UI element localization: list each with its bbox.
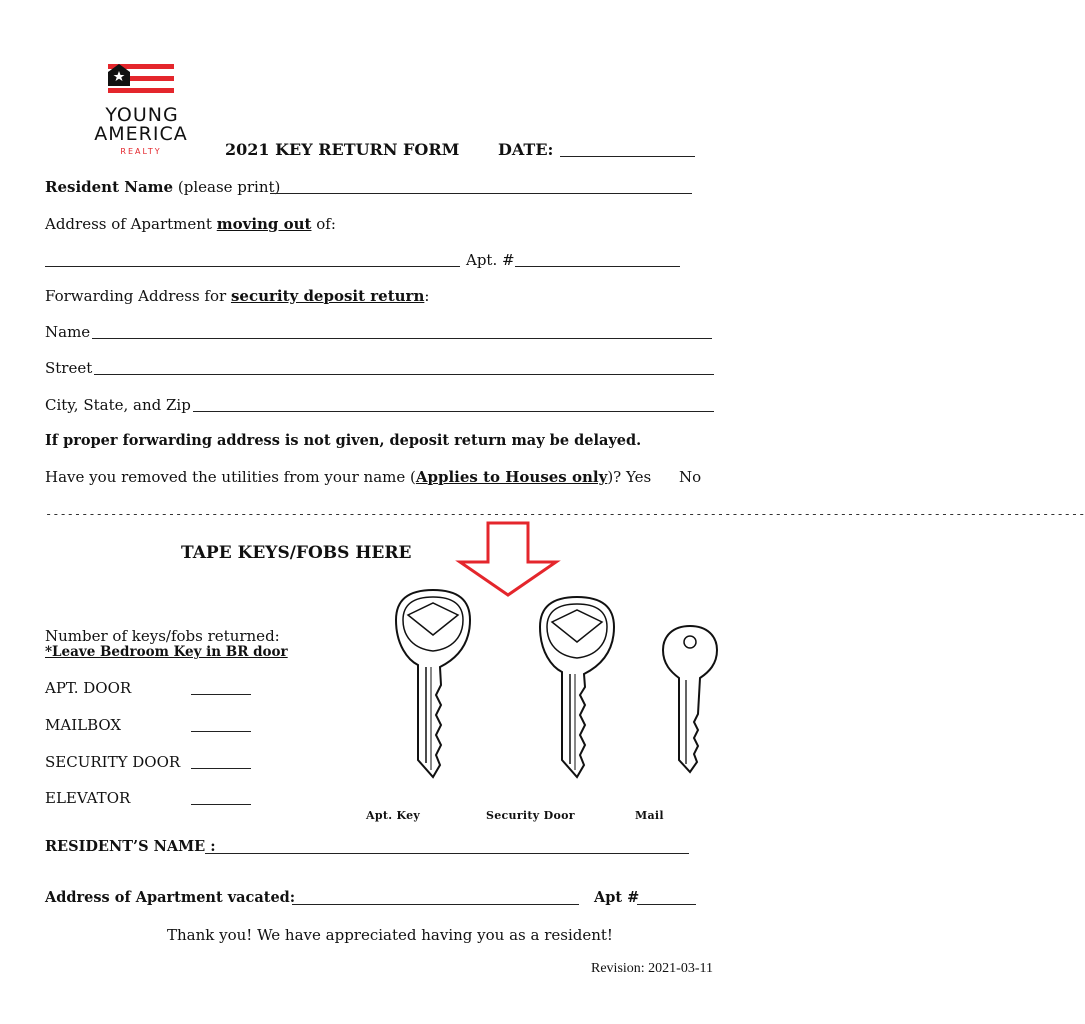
- key-item-apt-door: APT. DOOR: [45, 679, 132, 697]
- form-title: 2021 KEY RETURN FORM: [225, 140, 460, 159]
- forwarding-emph: security deposit return: [230, 287, 425, 305]
- thank-you-message: Thank you! We have appreciated having you as a resident!: [167, 926, 613, 944]
- address-suffix: of:: [311, 215, 336, 233]
- resident-name-row: [45, 178, 280, 196]
- address-prefix: Address of Apartment: [45, 215, 217, 233]
- logo-line-young: YOUNG: [105, 104, 179, 126]
- forwarding-warning: If proper forwarding address is not given, deposit return may be delayed.: [45, 432, 642, 449]
- apt-number-field[interactable]: [515, 265, 680, 267]
- name-label: Name: [45, 323, 91, 341]
- apt-label: Apt. #: [466, 251, 515, 269]
- footer-apt-field[interactable]: [637, 903, 696, 905]
- logo-line-realty: REALTY: [120, 147, 162, 156]
- resident-name-label: Resident Name: [45, 178, 174, 196]
- cut-line-divider: ------------------------------------------------------------------------------------------------------------------------------------------------: [45, 507, 1085, 521]
- key-count-label: Number of keys/fobs returned:: [45, 627, 280, 645]
- caption-security-door: Security Door: [486, 809, 575, 822]
- address-moving-out-row: [45, 215, 336, 233]
- company-logo: [90, 62, 195, 162]
- utilities-yes-option[interactable]: )? Yes: [607, 468, 652, 486]
- bedroom-key-note: *Leave Bedroom Key in BR door: [45, 644, 288, 660]
- city-state-zip-field[interactable]: [193, 410, 714, 412]
- utilities-prefix: Have you removed the utilities from your name (: [45, 468, 416, 486]
- resident-name-hint: (please print): [177, 178, 281, 196]
- utilities-no-option[interactable]: No: [679, 468, 702, 486]
- security-door-key-icon: [532, 592, 622, 782]
- city-state-zip-label: City, State, and Zip: [45, 396, 191, 414]
- vacated-address-field[interactable]: [292, 903, 579, 905]
- mailbox-count-field[interactable]: [191, 730, 251, 732]
- security-door-count-field[interactable]: [191, 767, 251, 769]
- footer-apt-label: Apt #: [594, 889, 640, 906]
- caption-mail: Mail: [635, 809, 664, 822]
- vacated-address-label: Address of Apartment vacated:: [45, 889, 296, 906]
- resident-name-label-footer: RESIDENT’S NAME :: [45, 838, 216, 855]
- forwarding-suffix: :: [424, 287, 430, 305]
- name-field[interactable]: [92, 337, 712, 339]
- tape-keys-heading: TAPE KEYS/FOBS HERE: [181, 543, 412, 563]
- apt-door-count-field[interactable]: [191, 693, 251, 695]
- caption-apt-key: Apt. Key: [366, 809, 421, 822]
- address-emph: moving out: [216, 215, 312, 233]
- utilities-question: [45, 468, 651, 486]
- mail-key-icon: [655, 622, 725, 777]
- forwarding-address-row: [45, 287, 429, 305]
- key-item-elevator: ELEVATOR: [45, 789, 131, 807]
- date-label: DATE:: [498, 140, 554, 159]
- street-field[interactable]: [94, 373, 714, 375]
- apt-key-icon: [388, 585, 478, 785]
- logo-line-america: AMERICA: [94, 123, 188, 145]
- forwarding-prefix: Forwarding Address for: [45, 287, 231, 305]
- revision-date: Revision: 2021-03-11: [591, 961, 713, 976]
- utilities-emph: Applies to Houses only: [415, 468, 608, 486]
- street-label: Street: [45, 359, 93, 377]
- key-item-security-door: SECURITY DOOR: [45, 753, 181, 771]
- resident-name-field[interactable]: [270, 192, 692, 194]
- resident-name-footer-field[interactable]: [205, 852, 689, 854]
- key-item-mailbox: MAILBOX: [45, 716, 122, 734]
- address-moving-out-field[interactable]: [45, 265, 460, 267]
- flag-house-icon: [90, 62, 195, 102]
- date-field[interactable]: [560, 155, 695, 157]
- elevator-count-field[interactable]: [191, 803, 251, 805]
